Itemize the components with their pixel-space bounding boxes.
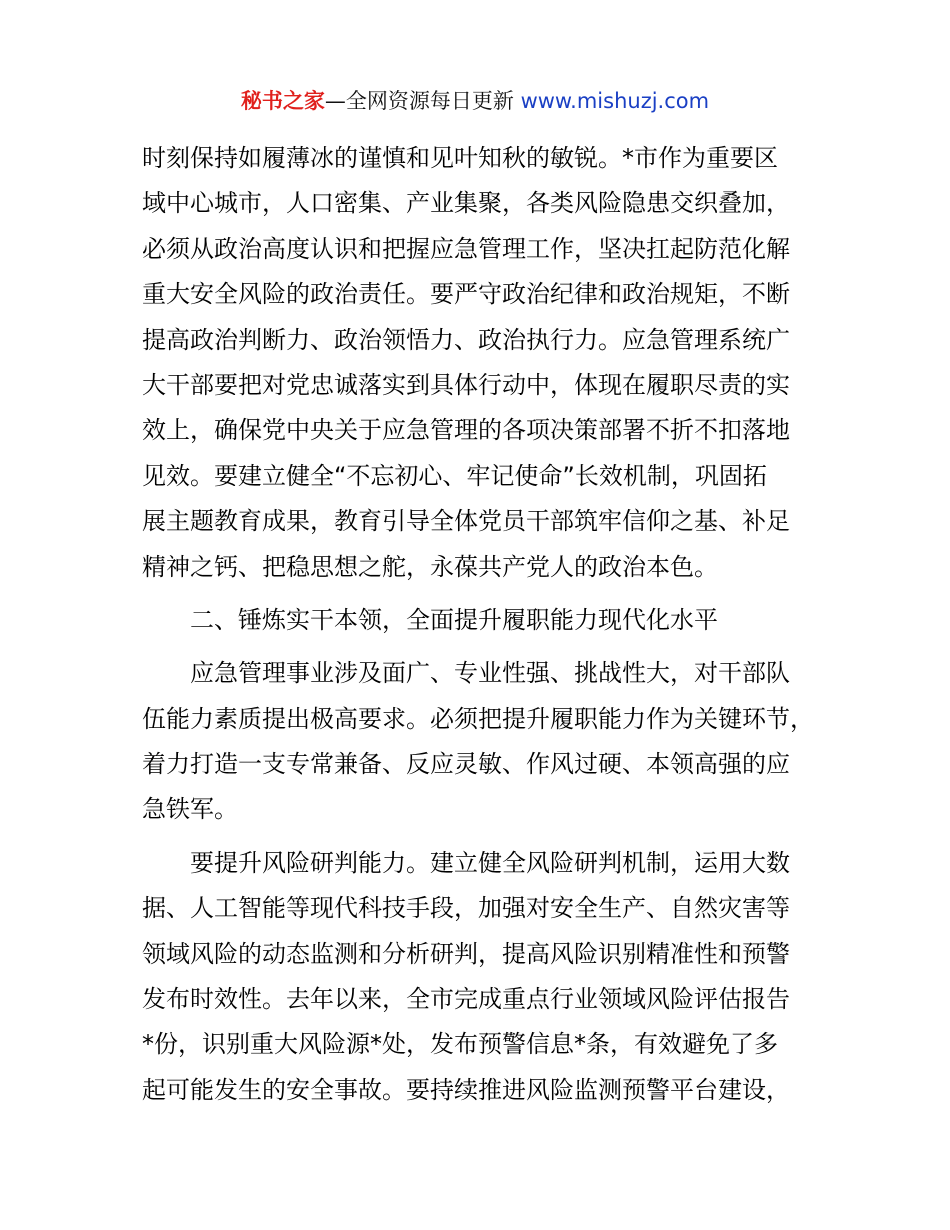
text-line: 要提升风险研判能力。建立健全风险研判机制，运用大数 xyxy=(142,848,790,877)
text-line: 必须从政治高度认识和把握应急管理工作，坚决扛起防范化解 xyxy=(142,234,790,263)
paragraph xyxy=(142,841,822,1113)
heading-line: 二、锤炼实干本领，全面提升履职能力现代化水平 xyxy=(142,605,718,634)
paragraph-gap xyxy=(142,643,822,651)
text-line: 伍能力素质提出极高要求。必须把提升履职能力作为关键环节， xyxy=(142,704,814,733)
text-line: 发布时效性。去年以来，全市完成重点行业领域风险评估报告 xyxy=(142,985,790,1014)
text-line: 时刻保持如履薄冰的谨慎和见叶知秋的敏锐。*市作为重要区 xyxy=(142,144,778,172)
text-line: 应急管理事业涉及面广、专业性强、挑战性大，对干部队 xyxy=(142,659,790,688)
text-line: 域中心城市，人口密集、产业集聚，各类风险隐患交织叠加， xyxy=(142,189,790,218)
text-line: 着力打造一支专常兼备、反应灵敏、作风过硬、本领高强的应 xyxy=(142,750,790,779)
text-line: 急铁军。 xyxy=(142,795,238,824)
text-line: 提高政治判断力、政治领悟力、政治执行力。应急管理系统广 xyxy=(142,325,790,354)
site-brand: 秘书之家 xyxy=(240,89,325,113)
text-line: 展主题教育成果，教育引导全体党员干部筑牢信仰之基、补足 xyxy=(142,507,790,536)
text-line: 起可能发生的安全事故。要持续推进风险监测预警平台建设， xyxy=(142,1075,790,1104)
text-line: 精神之钙、把稳思想之舵，永葆共产党人的政治本色。 xyxy=(142,552,718,581)
section-heading xyxy=(142,598,822,643)
document-body xyxy=(142,136,822,1113)
text-line: 大干部要把对党忠诚落实到具体行动中，体现在履职尽责的实 xyxy=(142,370,790,399)
site-url-link[interactable]: www.mishuzj.com xyxy=(520,89,710,113)
paragraph-gap xyxy=(142,833,822,841)
paragraph xyxy=(142,136,822,590)
text-line: 领域风险的动态监测和分析研判，提高风险识别精准性和预警 xyxy=(142,939,790,968)
text-line: 重大安全风险的政治责任。要严守政治纪律和政治规矩，不断 xyxy=(142,280,790,309)
text-line: 据、人工智能等现代科技手段，加强对安全生产、自然灾害等 xyxy=(142,894,790,923)
text-line: *份，识别重大风险源*处，发布预警信息*条，有效避免了多 xyxy=(142,1030,778,1059)
paragraph xyxy=(142,651,822,833)
paragraph-gap xyxy=(142,590,822,598)
site-header xyxy=(0,86,950,116)
site-tagline: —全网资源每日更新 xyxy=(324,89,521,113)
text-line: 效上，确保党中央关于应急管理的各项决策部署不折不扣落地 xyxy=(142,416,790,445)
text-line: 见效。要建立健全“不忘初心、牢记使命”长效机制，巩固拓 xyxy=(142,461,767,490)
